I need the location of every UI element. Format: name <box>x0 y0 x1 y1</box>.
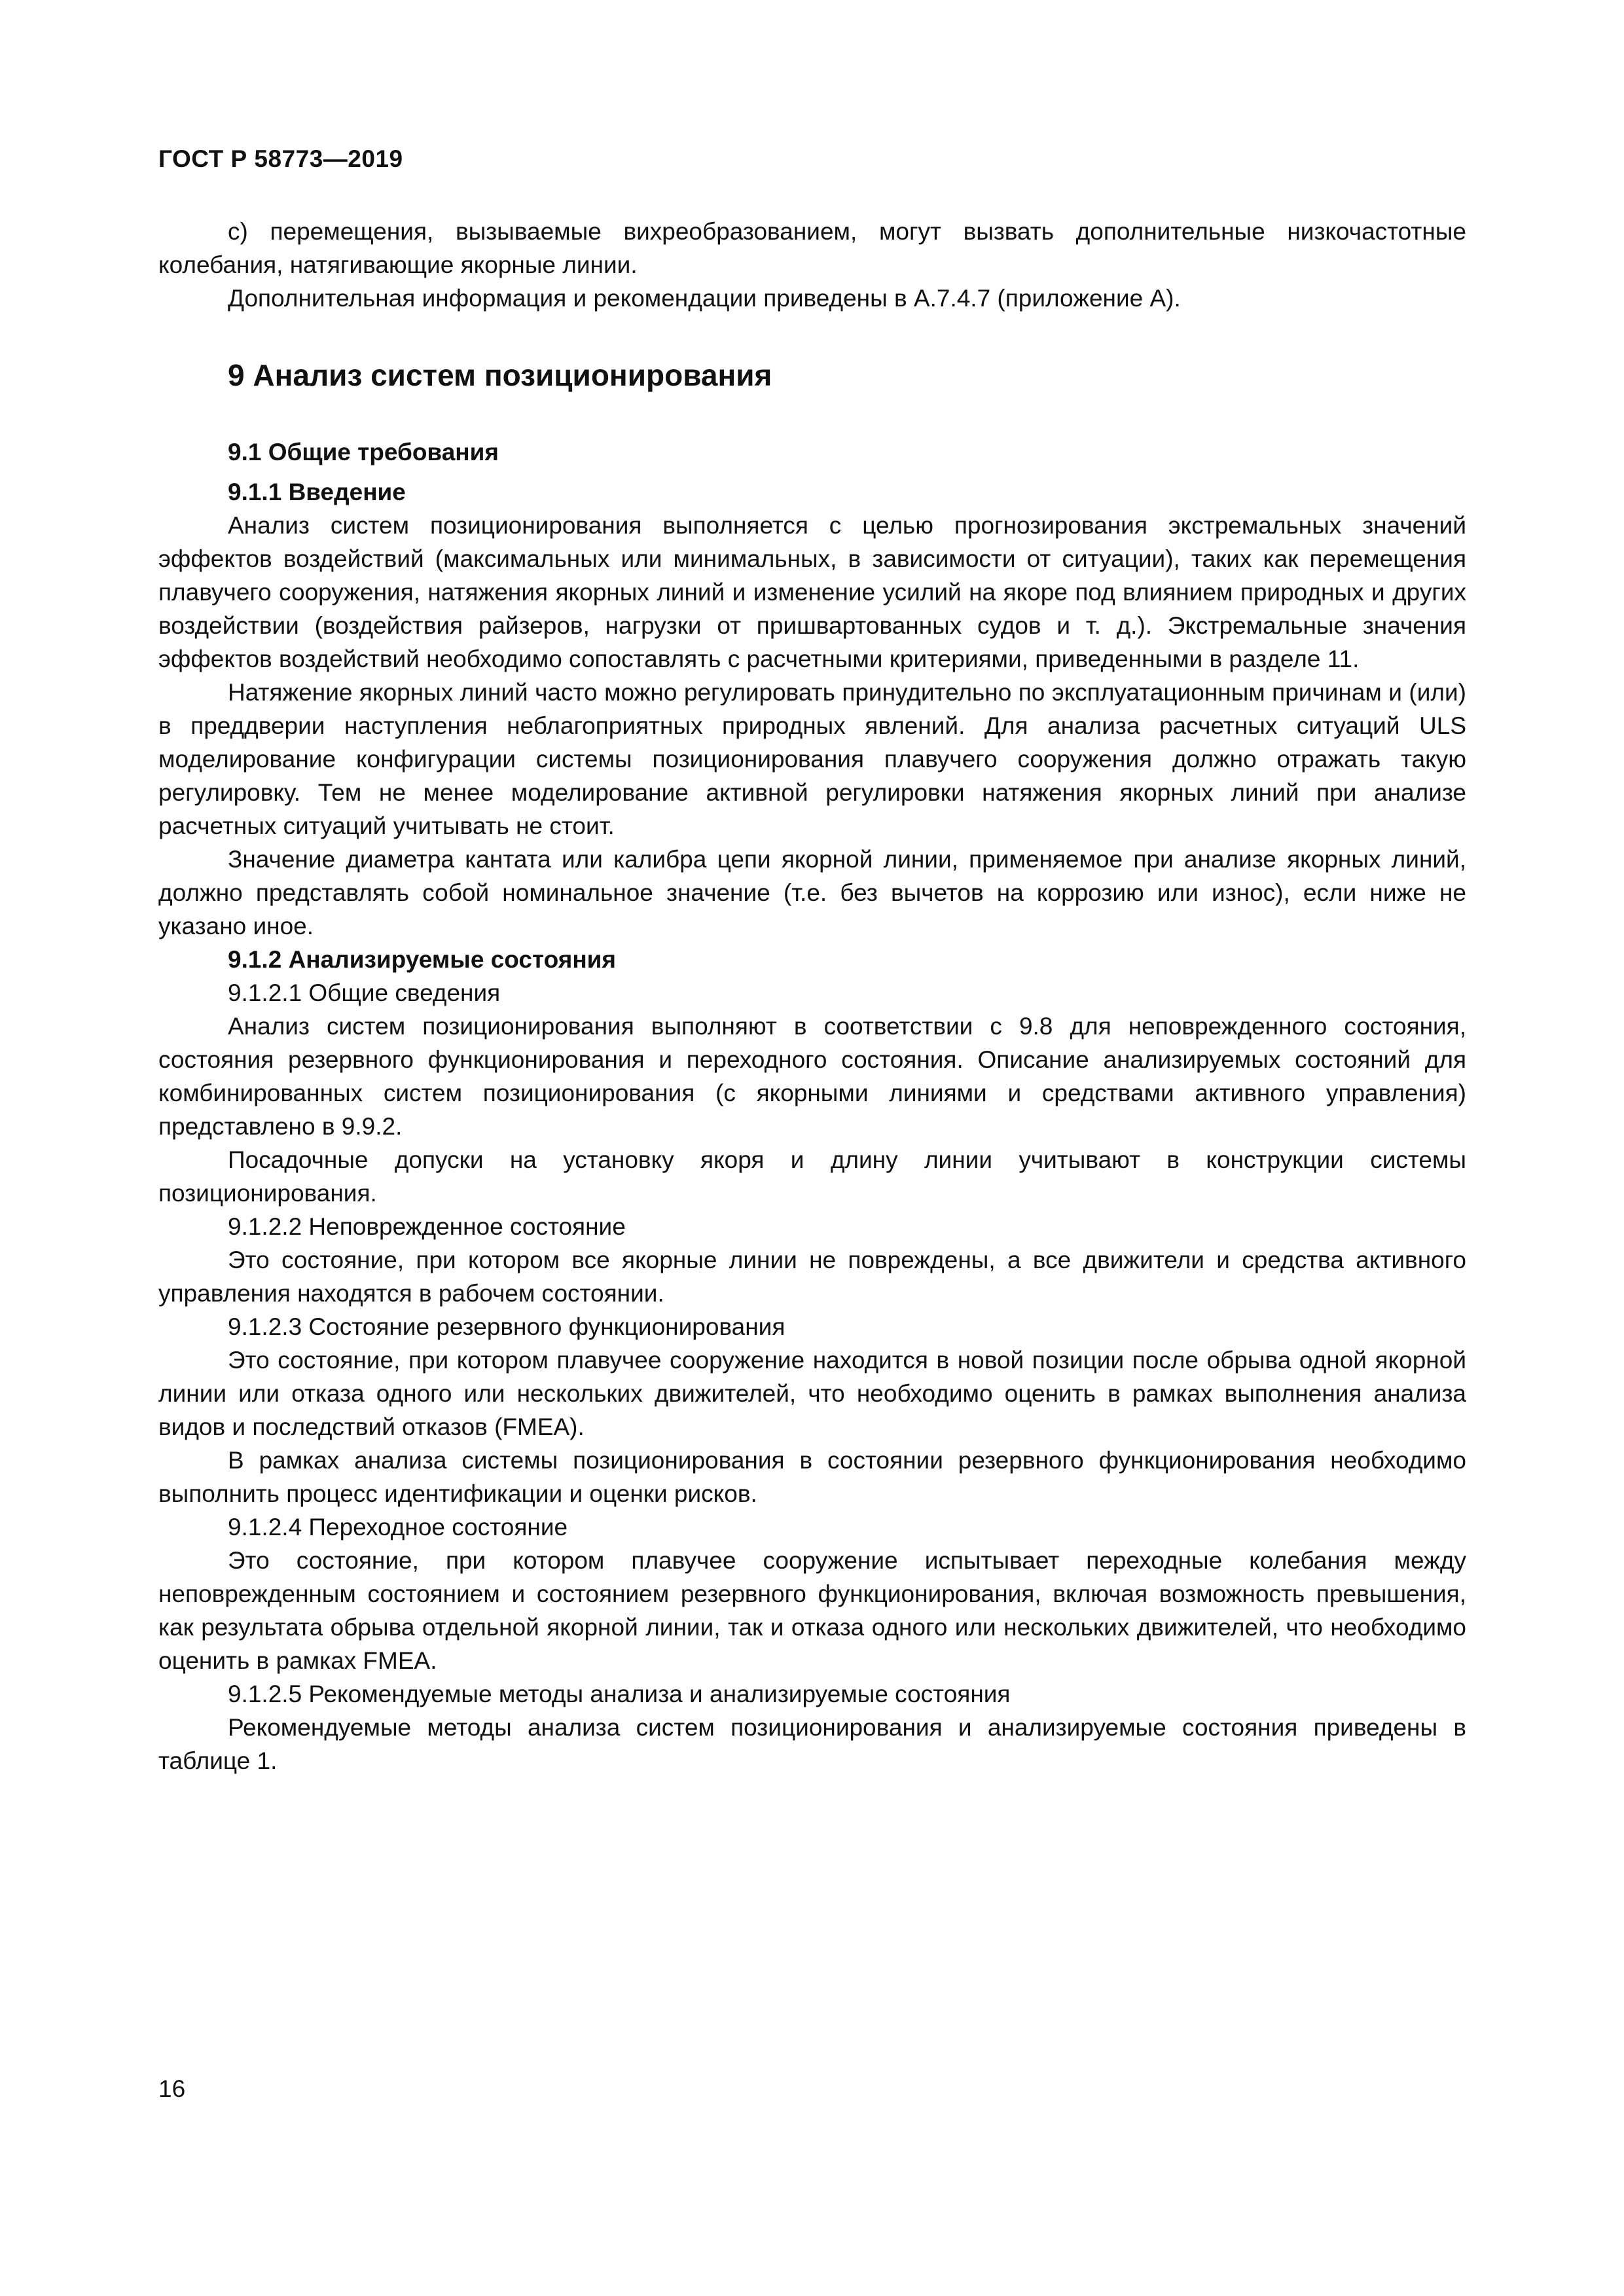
section-9-1-2-2-title: 9.1.2.2 Неповрежденное состояние <box>228 1213 626 1240</box>
paragraph-9-1-1-a: Анализ систем позиционирования выполняется с целью прогнозирования экстремальных значений эффектов воздействий (максимальных или минимальных, в зависимости от ситуации), таких как перемещения плавучего сооружения, натяжения якорных линий и изменение усилий на якоре под влиянием природных и других воздействии (воздействия райзеров, нагрузки от пришвартованных судов и т. д.). Экстремальные значения эффектов воздействий необходимо сопоставлять с расчетными критериями, приведенными в разделе 11. <box>158 512 1466 672</box>
page-content <box>158 215 1466 1777</box>
paragraph-9-1-2-1-a: Анализ систем позиционирования выполняют в соответствии с 9.8 для неповрежденного состояния, состояния резервного функционирования и переходного состояния. Описание анализируемых состояний для комбинированных систем позиционирования (с якорными линиями и средствами активного управления) представлено в 9.9.2. <box>158 1013 1466 1140</box>
section-9-1-1-title: 9.1.1 Введение <box>228 479 406 505</box>
section-9-1-2-1-title: 9.1.2.1 Общие сведения <box>228 979 501 1006</box>
paragraph-intro-c: c) перемещения, вызываемые вихреобразованием, могут вызвать дополнительные низкочастотные колебания, натягивающие якорные линии. <box>158 218 1466 278</box>
paragraph-9-1-2-2: Это состояние, при котором все якорные линии не повреждены, а все движители и средства активного управления находятся в рабочем состоянии. <box>158 1247 1466 1307</box>
section-9-1-2-5-title: 9.1.2.5 Рекомендуемые методы анализа и анализируемые состояния <box>228 1681 1011 1707</box>
paragraph-9-1-1-c: Значение диаметра кантата или калибра цепи якорной линии, применяемое при анализе якорных линий, должно представлять собой номинальное значение (т.е. без вычетов на коррозию или износ), если ниже не указано иное. <box>158 846 1466 939</box>
paragraph-9-1-2-4: Это состояние, при котором плавучее сооружение испытывает переходные колебания между неповрежденным состоянием и состоянием резервного функционирования, включая возможность превышения, как результата обрыва отдельной якорной линии, так и отказа одного или нескольких движителей, что необходимо оценить в рамках FMEA. <box>158 1547 1466 1674</box>
paragraph-9-1-2-5: Рекомендуемые методы анализа систем позиционирования и анализируемые состояния приведены в таблице 1. <box>158 1714 1466 1774</box>
paragraph-9-1-2-3-b: В рамках анализа системы позиционирования в состоянии резервного функционирования необходимо выполнить процесс идентификации и оценки рисков. <box>158 1447 1466 1507</box>
section-9-1-2-title: 9.1.2 Анализируемые состояния <box>228 946 617 973</box>
paragraph-9-1-2-3-a: Это состояние, при котором плавучее сооружение находится в новой позиции после обрыва одной якорной линии или отказа одного или нескольких движителей, что необходимо оценить в рамках выполнения анализа видов и последствий отказов (FMEA). <box>158 1347 1466 1440</box>
paragraph-9-1-1-b: Натяжение якорных линий часто можно регулировать принудительно по эксплуатационным причинам и (или) в преддверии наступления неблагоприятных природных явлений. Для анализа расчетных ситуаций ULS моделирование конфигурации системы позиционирования плавучего сооружения должно отражать такую регулировку. Тем не менее моделирование активной регулировки натяжения якорных линий при анализе расчетных ситуаций учитывать не стоит. <box>158 679 1466 839</box>
section-9-1-2-3-title: 9.1.2.3 Состояние резервного функционирования <box>228 1313 785 1340</box>
document-code-header: ГОСТ Р 58773—2019 <box>158 145 403 172</box>
section-9-1-2-4-title: 9.1.2.4 Переходное состояние <box>228 1514 568 1540</box>
section-9-1-title: 9.1 Общие требования <box>228 439 499 465</box>
page-number: 16 <box>158 2075 186 2102</box>
paragraph-9-1-2-1-b: Посадочные допуски на установку якоря и длину линии учитывают в конструкции системы позиционирования. <box>158 1146 1466 1207</box>
section-9-title: 9 Анализ систем позиционирования <box>228 358 772 392</box>
paragraph-intro-ref: Дополнительная информация и рекомендации приведены в А.7.4.7 (приложение А). <box>228 285 1181 312</box>
